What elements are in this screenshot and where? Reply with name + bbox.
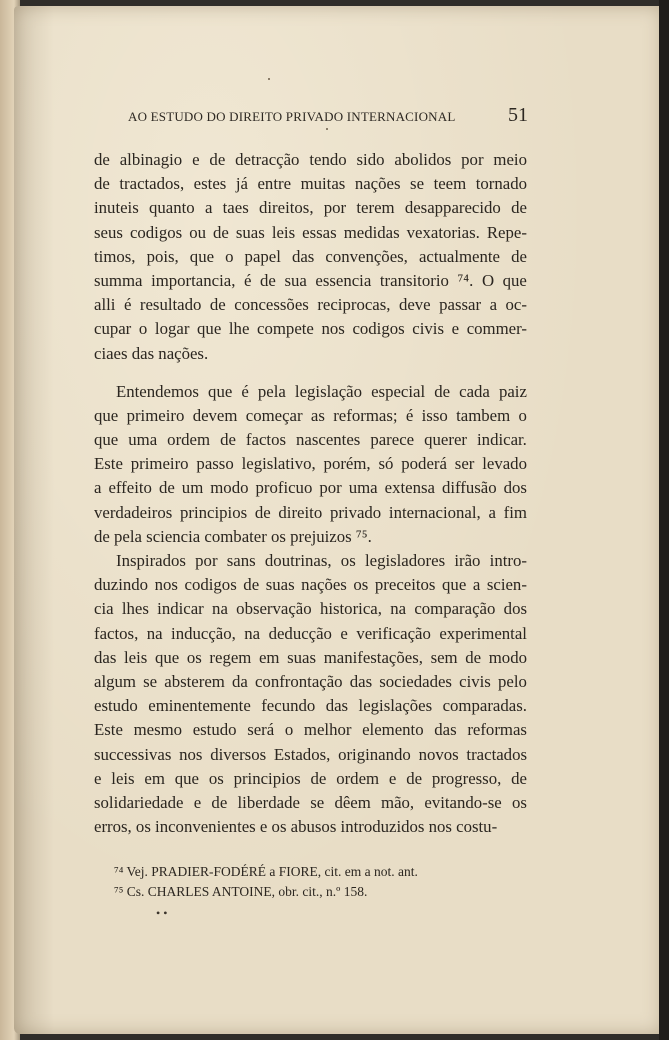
text-line: solidariedade e de liberdade se dêem mão, evitando-se os bbox=[94, 792, 527, 812]
scan-border bbox=[659, 0, 669, 1040]
text-line: Entendemos que é pela legislação especial de cada paiz bbox=[116, 381, 527, 401]
paragraph bbox=[94, 380, 527, 549]
paper-speck bbox=[268, 78, 270, 80]
footnote: ⁷⁴ Vej. PRADIER-FODÉRÉ a FIORE, cit. em a not. ant. bbox=[114, 864, 418, 879]
text-line: Inspirados por sans doutrinas, os legisladores irão intro- bbox=[116, 551, 527, 570]
running-head: AO ESTUDO DO DIREITO PRIVADO INTERNACIONAL bbox=[128, 109, 456, 124]
footnote: ⁷⁵ Cs. CHARLES ANTOINE, obr. cit., n.º 158. bbox=[114, 884, 368, 899]
page-number: 51 bbox=[508, 104, 528, 126]
text-line: e leis em que os principios de ordem e de progresso, de bbox=[94, 768, 527, 788]
text-line: alli é resultado de concessões reciprocas, deve passar a oc- bbox=[94, 295, 527, 315]
text-line: seus codigos ou de suas leis essas medidas vexatorias. Repe- bbox=[94, 222, 527, 242]
body-text bbox=[94, 148, 527, 839]
text-line: duzindo nos codigos de suas nações os preceitos que a scien- bbox=[94, 575, 527, 595]
text-line: ciaes das nações. bbox=[94, 343, 209, 363]
text-line: verdadeiros principios de direito privado internacional, a fim bbox=[94, 502, 527, 522]
text-line: Este mesmo estudo será o melhor elemento das reformas bbox=[94, 720, 527, 740]
paragraph-gap bbox=[94, 366, 527, 380]
text-line: summa importancia, é de sua essencia transitorio ⁷⁴. O que bbox=[94, 270, 527, 290]
text-line: estudo eminentemente fecundo das legislações comparadas. bbox=[94, 696, 527, 716]
text-line: de tractados, estes já entre muitas nações se teem tornado bbox=[94, 174, 527, 194]
text-line: das leis que os regem em suas manifestações, sem de modo bbox=[94, 647, 527, 667]
text-line: de albinagio e de detracção tendo sido abolidos por meio bbox=[94, 150, 527, 169]
paragraph bbox=[94, 549, 527, 839]
text-line: que uma ordem de factos nascentes parece querer indicar. bbox=[94, 430, 527, 450]
text-line: cupar o logar que lhe compete nos codigos civis e commer- bbox=[94, 319, 527, 339]
text-line: que primeiro devem começar as reformas; é isso tambem o bbox=[94, 405, 527, 425]
text-line: factos, na inducção, na deducção e verificação experimental bbox=[94, 623, 527, 643]
text-line: Este primeiro passo legislativo, porém, só poderá ser levado bbox=[94, 454, 527, 474]
text-line: timos, pois, que o papel das convenções, actualmente de bbox=[94, 246, 527, 266]
page-header bbox=[128, 104, 528, 134]
text-line: successivas nos diversos Estados, originando novos tractados bbox=[94, 744, 527, 764]
text-line: inuteis quanto a taes direitos, por terem desapparecido de bbox=[94, 198, 527, 218]
text-line: erros, os inconvenientes e os abusos introduzidos nos costu- bbox=[94, 817, 498, 837]
signature-mark: • • bbox=[156, 906, 168, 920]
footnotes bbox=[114, 862, 514, 902]
text-line: algum se absterem da confrontação das sociedades civis pelo bbox=[94, 671, 527, 691]
paper-speck bbox=[326, 128, 328, 130]
text-line: cia lhes indicar na observação historica, na comparação dos bbox=[94, 599, 527, 619]
paragraph bbox=[94, 148, 527, 366]
text-line: a effeito de um modo proficuo por uma extensa diffusão dos bbox=[94, 478, 527, 498]
text-line: de pela sciencia combater os prejuizos ⁷⁵. bbox=[94, 526, 372, 546]
